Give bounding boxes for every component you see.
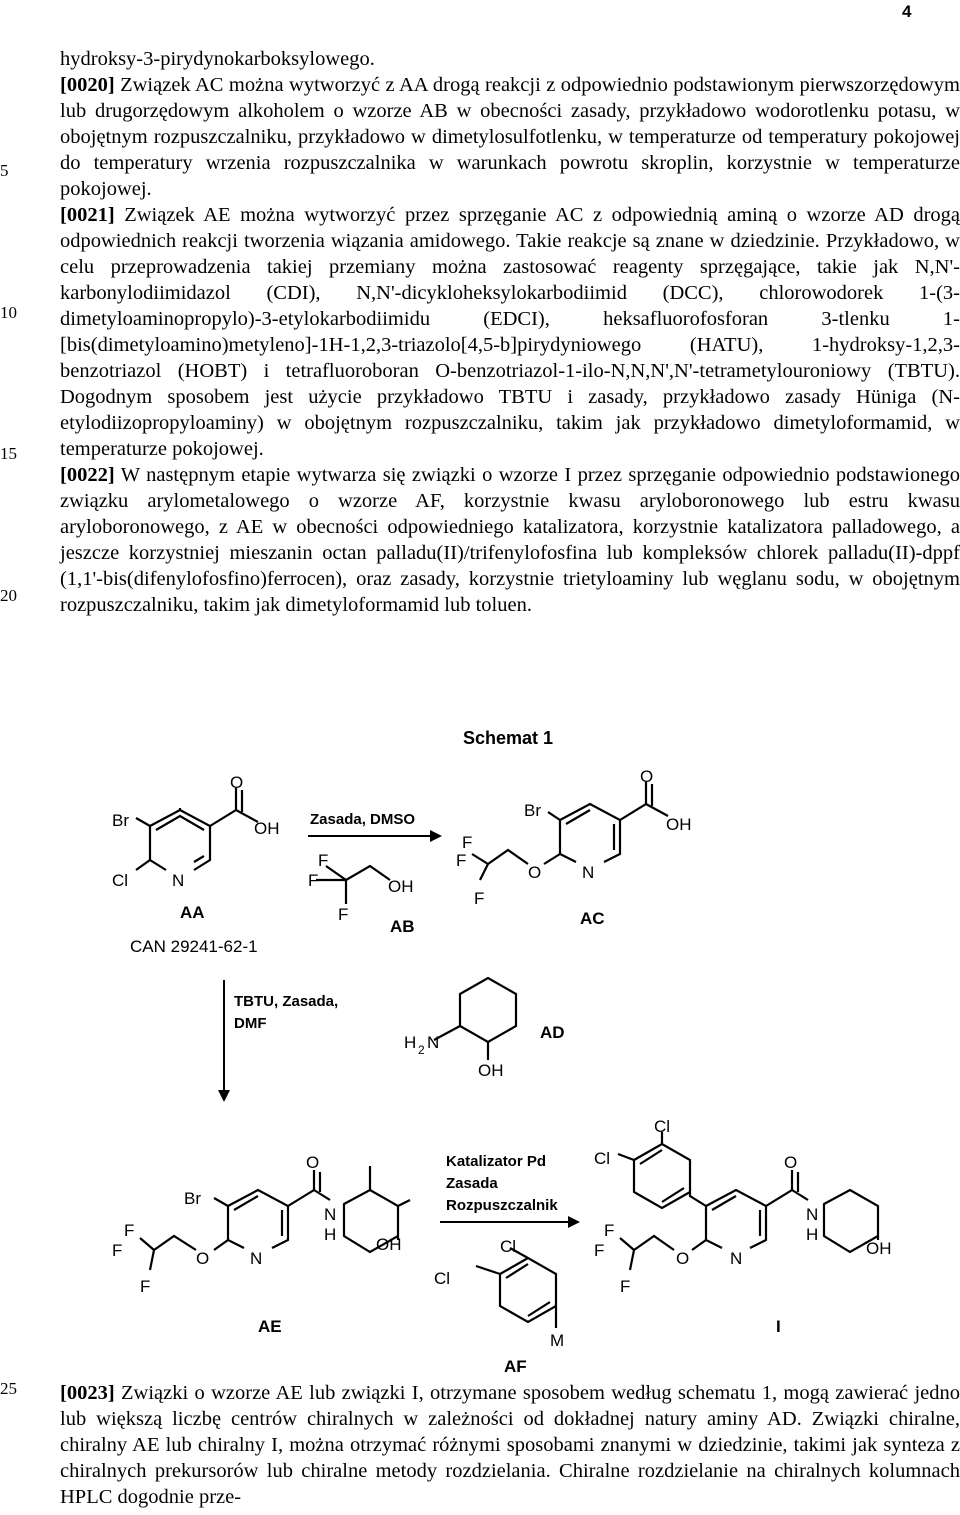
- atom-subscript: 2: [418, 1043, 425, 1057]
- atom-label: F: [620, 1277, 631, 1296]
- atom-label: N: [324, 1205, 337, 1224]
- line-number: 15: [0, 444, 17, 463]
- atom-label: H: [806, 1225, 819, 1244]
- paragraph-text: W następnym etapie wytwarza się związki o wzorze I przez sprzęganie odpowiednio podstawionego związku arylometalowego o wzorze AF, korzystnie kwasu aryloboronowego lub estru kwasu aryloboronowego, z AE w obecności odpowiedniego katalizatora, korzystnie katalizatora palladowego, a jeszcze korzystniej mieszanin octan palladu(II)/trifenylofosfina lub kompleksów chlorek palladu(II)-dppf (1,1'-bis(difenylofosfino)ferrocen), oraz zasady, korzystnie trietyloaminy lub węglanu sodu, w obojętnym rozpuszczalniku, takim jak dimetyloformamid lub toluen.: [60, 464, 960, 616]
- compound-label-I: I: [776, 1317, 781, 1336]
- atom-label: H: [324, 1225, 337, 1244]
- page-number: 4: [902, 2, 912, 21]
- atom-label: OH: [388, 877, 414, 896]
- paragraph-text: Związek AE można wytworzyć przez sprzęganie AC z odpowiednią aminą o wzorze AD drogą odpowiednich reakcji tworzenia wiązania amidowego. Takie reakcje są znane w dziedzinie. Przykładowo, w celu przeprowadzenia takiej przemiany można zastosować reagenty sprzęgające, takie jak N,N'-karbonylodiimidazol (CDI), N,N'-dicykloheksylokarbodiimid (DCC), chlorowodorek 1-(3-dimetyloaminopropylo)-3-etylokarbodiimidu (EDCI), heksafluorofosforan 3-tlenku 1-[bis(dimetyloamino)metyleno]-1H-1,2,3-triazolo[4,5-b]pirydyniowego (HATU), 1-hydroksy-1,2,3-benzotriazol (HOBT) i tetrafluoroboran O-benzotriazol-1-ilo-N,N,N',N'-tetrametylouroniowy (TBTU). Dogodnym sposobem jest użycie przykładowo TBTU i zasady, przykładowo zasady Hüniga (N-etylodiizopropyloaminy) w obojętnym rozpuszczalniku, takim jak przykładowo dimetyloformamid, w temperaturze pokojowej.: [60, 204, 960, 460]
- arrow-label: Rozpuszczalnik: [446, 1197, 558, 1214]
- atom-label: M: [550, 1331, 565, 1350]
- atom-label: Cl: [500, 1237, 517, 1256]
- atom-label: N: [172, 871, 185, 890]
- atom-label: O: [676, 1249, 690, 1268]
- atom-label: OH: [866, 1239, 892, 1258]
- atom-label: OH: [254, 819, 280, 838]
- line-number: 5: [0, 161, 9, 180]
- paragraph-0020: [60, 72, 960, 202]
- reaction-scheme: [0, 718, 960, 1380]
- atom-label: Br: [112, 811, 129, 830]
- molecule-AA: [112, 773, 280, 956]
- atom-label: F: [308, 871, 319, 890]
- line-number: 25: [0, 1379, 17, 1398]
- atom-label: Br: [524, 801, 541, 820]
- compound-label-AB: AB: [390, 917, 415, 936]
- atom-label: O: [306, 1153, 320, 1172]
- paragraph-tag: [0023]: [60, 1382, 115, 1404]
- arrow-label: TBTU, Zasada,: [234, 993, 339, 1010]
- arrow-label: Katalizator Pd: [446, 1153, 547, 1170]
- atom-label: OH: [376, 1235, 402, 1254]
- atom-label: Cl: [112, 871, 129, 890]
- atom-label: N: [427, 1033, 440, 1052]
- scheme-drawing: [0, 718, 960, 1380]
- paragraph-0023: [60, 1380, 960, 1510]
- molecule-AC: [456, 767, 692, 928]
- cas-number: CAN 29241-62-1: [130, 937, 258, 956]
- atom-label: OH: [478, 1061, 504, 1080]
- atom-label: Cl: [434, 1269, 451, 1288]
- atom-label: F: [140, 1277, 151, 1296]
- atom-label: F: [474, 889, 485, 908]
- atom-label: F: [338, 905, 349, 924]
- molecule-I: [594, 1117, 892, 1336]
- atom-label: O: [640, 767, 654, 786]
- atom-label: F: [112, 1241, 123, 1260]
- compound-label-AD: AD: [540, 1023, 565, 1042]
- compound-label-AF: AF: [504, 1357, 527, 1376]
- atom-label: O: [528, 863, 542, 882]
- atom-label: OH: [666, 815, 692, 834]
- paragraph-0021: [60, 202, 960, 462]
- line-number: 10: [0, 303, 17, 322]
- atom-label: O: [196, 1249, 210, 1268]
- reaction-arrow-2: [218, 980, 338, 1102]
- atom-label: Cl: [594, 1149, 611, 1168]
- reaction-arrow-1: [308, 811, 442, 842]
- compound-label-AE: AE: [258, 1317, 282, 1336]
- paragraph-tag: [0020]: [60, 74, 115, 96]
- compound-label-AA: AA: [180, 903, 205, 922]
- scheme-title: Schemat 1: [462, 728, 554, 748]
- atom-label: N: [806, 1205, 819, 1224]
- atom-label: F: [456, 851, 467, 870]
- atom-label: O: [230, 773, 244, 792]
- atom-label: N: [250, 1249, 263, 1268]
- body-text-bottom: [60, 1380, 960, 1510]
- paragraph-0022: [60, 462, 960, 618]
- paragraph-text: Związek AC można wytworzyć z AA drogą reakcji z odpowiednio podstawionym pierwszorzędowym lub drugorzędowym alkoholem o wzorze AB w obecności zasady, przykładowo wodorotlenku potasu, w obojętnym rozpuszczalniku, przykładowo w dimetylosulfotlenku, w temperaturze od temperatury pokojowej do temperatury wrzenia rozpuszczalnika w warunkach powrotu skroplin, korzystnie w temperaturze pokojowej.: [60, 74, 960, 200]
- paragraph-tag: [0022]: [60, 464, 115, 486]
- atom-label: Cl: [654, 1117, 671, 1136]
- molecule-AE: [112, 1153, 410, 1336]
- body-text-top: [60, 46, 960, 618]
- atom-label: Br: [184, 1189, 201, 1208]
- atom-label: F: [318, 851, 329, 870]
- atom-label: F: [124, 1221, 135, 1240]
- atom-label: N: [582, 863, 595, 882]
- compound-label-AC: AC: [580, 909, 605, 928]
- atom-label: F: [604, 1221, 615, 1240]
- arrow-label: Zasada: [446, 1175, 498, 1192]
- paragraph-continuation: hydroksy-3-pirydynokarboksylowego.: [60, 48, 375, 70]
- line-number: 20: [0, 586, 17, 605]
- paragraph-tag: [0021]: [60, 204, 115, 226]
- arrow-label: DMF: [234, 1015, 267, 1032]
- molecule-AB: [308, 851, 415, 936]
- atom-label: N: [730, 1249, 743, 1268]
- atom-label: F: [594, 1241, 605, 1260]
- molecule-AF: [434, 1237, 564, 1376]
- molecule-AD: [404, 978, 565, 1080]
- paragraph-text: Związki o wzorze AE lub związki I, otrzymane sposobem według schematu 1, mogą zawierać jedno lub większą liczbę centrów chiralnych w zależności od dokładnej natury aminy AD. Związki chiralne, chiralny AE lub chiralny I, można otrzymać różnymi sposobami znanymi w dziedzinie, takimi jak synteza z chiralnych prekursorów lub chiralne metody rozdzielania. Chiralne rozdzielanie na chiralnych kolumnach HPLC dogodnie prze-: [60, 1382, 960, 1508]
- reaction-arrow-3: [440, 1153, 580, 1228]
- arrow-label: Zasada, DMSO: [310, 811, 416, 828]
- atom-label: F: [462, 833, 473, 852]
- atom-label: O: [784, 1153, 798, 1172]
- atom-label: H: [404, 1033, 417, 1052]
